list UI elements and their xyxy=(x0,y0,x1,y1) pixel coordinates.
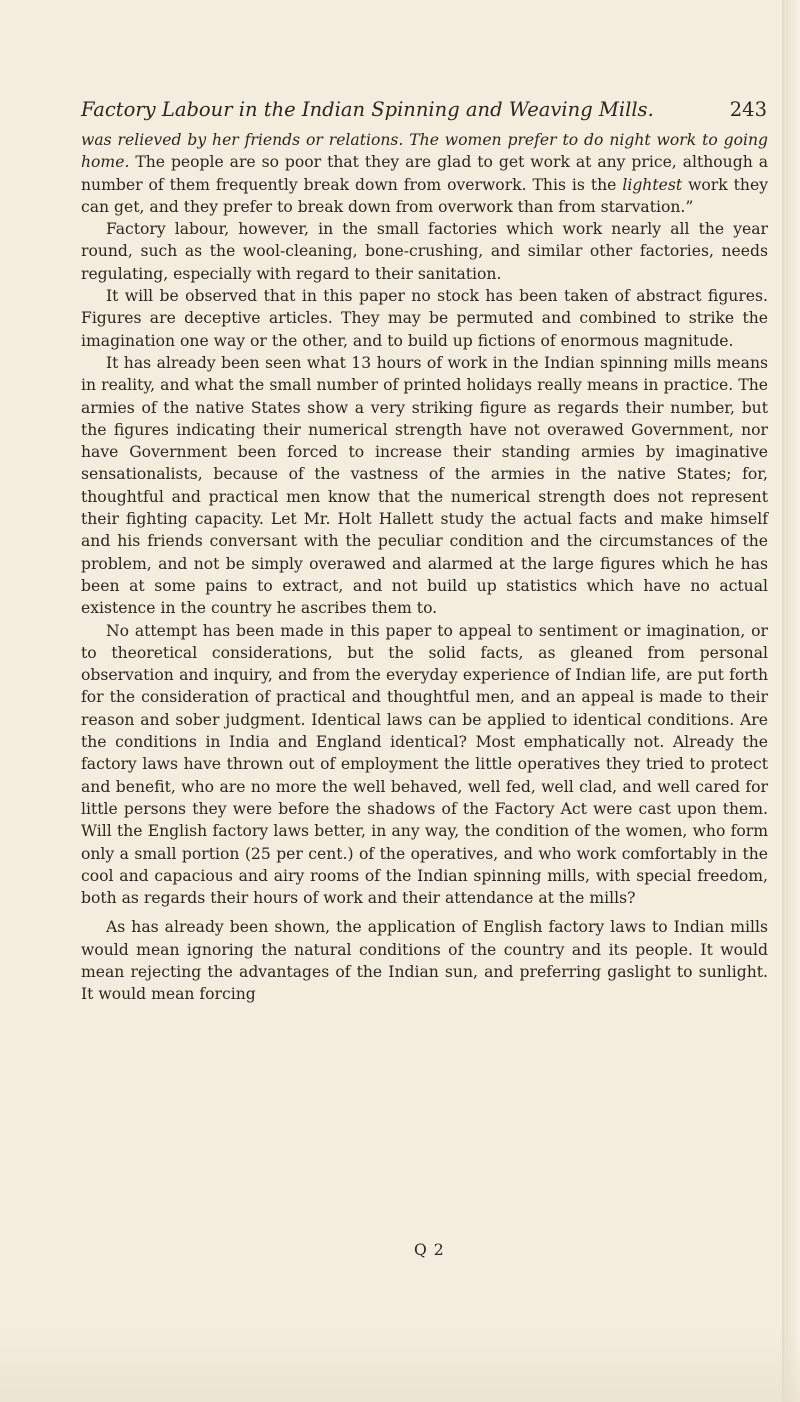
paragraph-2-text: Factory labour, however, in the small factories which work nearly all the year round, such as the wool-cleaning, bone-crushing, and similar other factories, needs regulating, especially with regard to their sanitation. xyxy=(81,220,768,283)
body-text xyxy=(81,129,768,1006)
paragraph-1-text-b: work they can get, and they prefer to break down from overwork than from starvation.” xyxy=(81,175,769,216)
paragraph-5 xyxy=(81,620,768,910)
paragraph-1-emphasis: lightest xyxy=(622,175,683,194)
paragraph-5-text: No attempt has been made in this paper to appeal to sentiment or imagination, or to theoretical considerations, but the solid facts, as gleaned from personal observation and inquiry, and from the everyday experience of Indian life, are put forth for the consideration of practical and thoughtful men, and an appeal is made to their reason and sober judgment. Identical laws can be applied to identical conditions. Are the conditions in India and England identical? Most emphatically not. Already the factory laws have thrown out of employment the little operatives they tried to protect and benefit, who are no more the well behaved, well fed, well clad, and well cared for little persons they were before the shadows of the Factory Act were cast upon them. Will the English factory laws better, in any way, the condition of the women, who form only a small portion (25 per cent.) of the operatives, and who work comfortably in the cool and capacious and airy rooms of the Indian spinning mills, with special freedom, both as regards their hours of work and their attendance at the mills? xyxy=(81,621,768,908)
signature-mark: Q 2 xyxy=(414,1241,445,1259)
paragraph-4-text: It has already been seen what 13 hours of work in the Indian spinning mills means in reality, and what the small number of printed holidays really means in practice. The armies of the native States show a very striking figure as regards their number, but the figures indicating their numerical strength have not overawed Government, nor have Government been forced to increase their standing armies by imaginative sensationalists, because of the vastness of the armies in the native States; for, thoughtful and practical men know that the numerical strength does not represent their fighting capacity. Let Mr. Holt Hallett study the actual facts and make himself and his friends conversant with the peculiar condition and the circumstances of the problem, and not be simply overawed and alarmed at the large figures which he has been at some pains to extract, and not build up statistics which have no actual existence in the country he ascribes them to. xyxy=(81,353,768,618)
running-head xyxy=(81,96,767,124)
paragraph-1-text-a: The people are so poor that they are glad to get work at any price, although a number of them frequently break down from overwork. This is the xyxy=(81,153,768,194)
paragraph-3 xyxy=(81,285,768,352)
paragraph-6-text: As has already been shown, the application of English factory laws to Indian mills would mean ignoring the natural conditions of the country and its people. It would mean rejecting the advantages of the Indian sun, and preferring gaslight to sunlight. It would mean forcing xyxy=(81,918,768,1004)
page-fore-edge xyxy=(782,0,786,1402)
page-bottom-shade xyxy=(0,1332,800,1402)
running-title: Factory Labour in the Indian Spinning and Weaving Mills. xyxy=(81,98,654,121)
paragraph-3-text: It will be observed that in this paper no stock has been taken of abstract figures. Figures are deceptive articles. They may be permuted and combined to strike the imagination one way or the other, and to build up fictions of enormous magnitude. xyxy=(81,287,768,350)
paragraph-1 xyxy=(81,129,768,218)
paragraph-1-italic-lead: was relieved by her friends or relations. The women prefer to do night work to going home. xyxy=(81,131,768,172)
paragraph-6 xyxy=(81,916,768,1005)
paragraph-2 xyxy=(81,218,768,285)
page-outer-edge xyxy=(786,0,800,1402)
paragraph-4 xyxy=(81,352,768,620)
page-number: 243 xyxy=(729,98,767,121)
